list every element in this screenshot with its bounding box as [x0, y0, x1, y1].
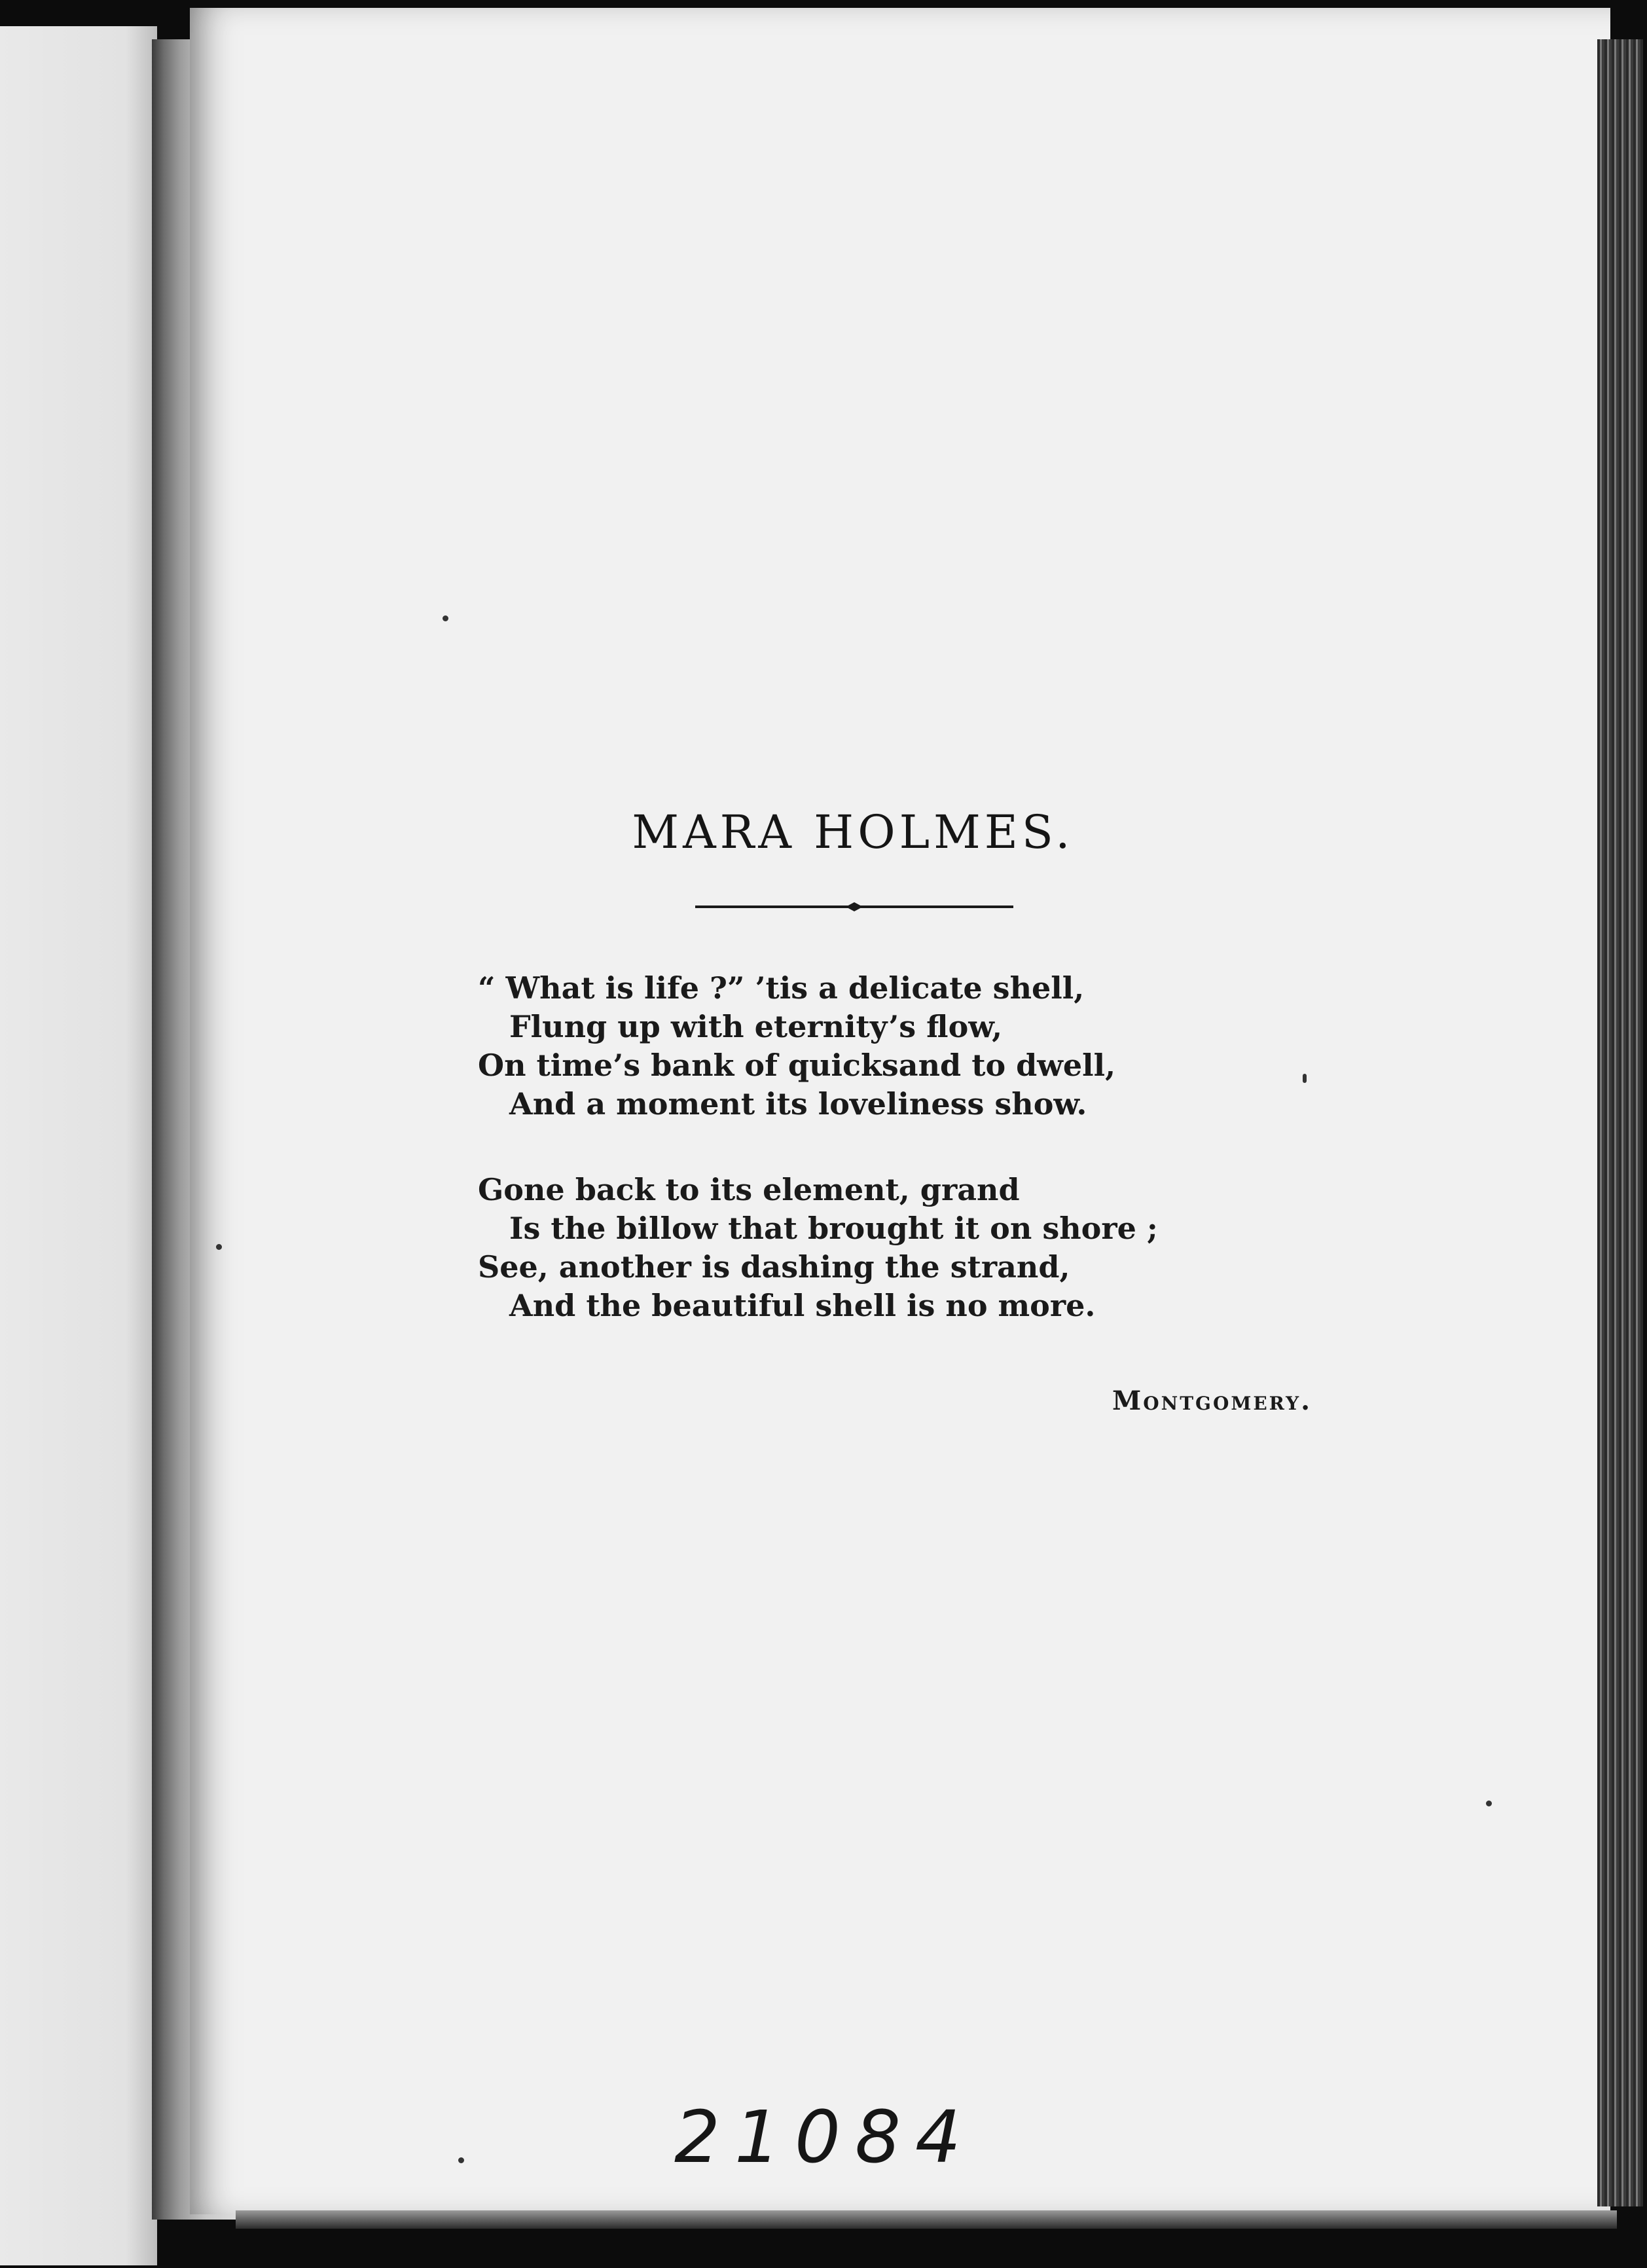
poem-line: See, another is dashing the strand, [478, 1249, 1070, 1285]
poem-stanza [478, 1171, 1158, 1325]
poem-line: And the beautiful shell is no more. [509, 1288, 1096, 1323]
dust-speck [458, 2157, 464, 2163]
poem-line: Flung up with eternity’s flow, [509, 1009, 1003, 1044]
poem-body [478, 969, 1158, 1372]
handwritten-accession-number: 21084 [674, 2095, 975, 2179]
poem-line: And a moment its loveliness show. [509, 1086, 1087, 1122]
dust-speck [1486, 1801, 1492, 1806]
poem-line: “ What is life ?” ’tis a delicate shell, [478, 970, 1085, 1006]
page-bottom-edge [236, 2210, 1617, 2229]
poem-title: MARA HOLMES. [632, 805, 1074, 859]
facing-page-edge [0, 26, 157, 2265]
title-rule-ornament [695, 897, 1013, 917]
poem-attribution: Montgomery. [1112, 1385, 1312, 1416]
poem-line: Gone back to its element, grand [478, 1172, 1020, 1207]
poem-line: Is the billow that brought it on shore ; [509, 1211, 1158, 1246]
dust-speck [443, 615, 448, 621]
page-edge-stack [1597, 39, 1643, 2206]
dust-speck [216, 1244, 222, 1250]
poem-line: On time’s bank of quicksand to dwell, [478, 1048, 1116, 1083]
poem-stanza [478, 969, 1158, 1124]
dust-speck [1303, 1074, 1307, 1083]
